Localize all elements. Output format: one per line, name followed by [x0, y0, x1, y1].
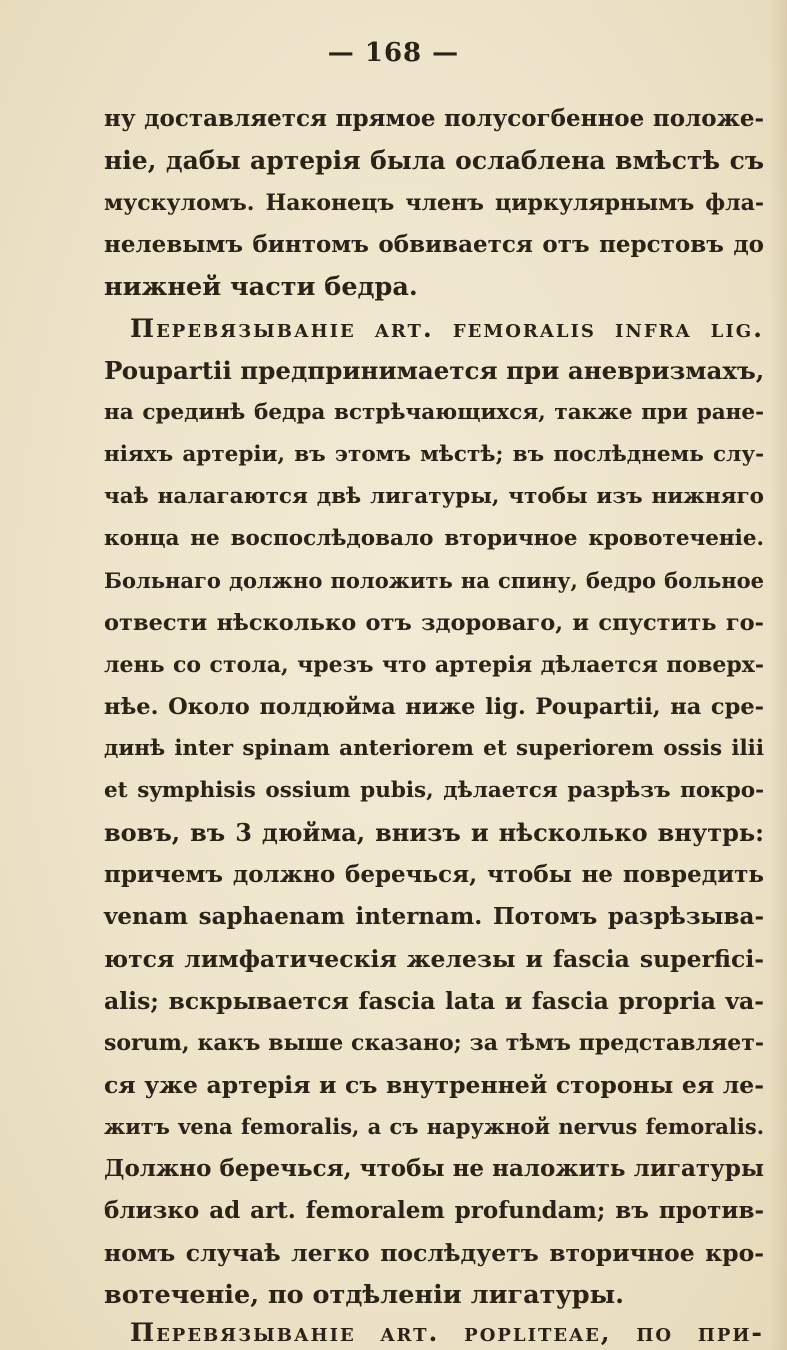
text-line-3: мускуломъ. Наконецъ членъ циркулярнымъ фла- — [104, 190, 764, 216]
page-number: — 168 — — [327, 38, 460, 68]
text-line-10: чаѣ налагаются двѣ лигатуры, чтобы изъ нижняго — [104, 484, 764, 509]
section-heading-poplitea: Перевязываніе art. popliteae, по при- — [130, 1318, 764, 1348]
text-line-21: ются лимфатическія железы и fascia superfici- — [104, 945, 764, 973]
text-line-15: нѣе. Около полдюйма ниже lig. Poupartii, на сре- — [104, 694, 764, 720]
text-line-8: на срединѣ бедра встрѣчающихся, также при ране- — [104, 400, 764, 425]
text-line-19: причемъ должно беречься, чтобы не повредить — [104, 861, 764, 888]
text-line-20: venam saphaenam internam. Потомъ разрѣзыва- — [104, 903, 764, 930]
text-line-24: ся уже артерія и съ внутренней стороны ея ле- — [104, 1071, 764, 1099]
text-line-5: нижней части бедра. — [104, 272, 418, 302]
text-line-27: близко ad art. femoralem profundam; въ против- — [104, 1197, 764, 1224]
text-line-1: ну доставляется прямое полусогбенное положе- — [104, 105, 764, 132]
text-line-25: житъ vena femoralis, а съ наружной nervus femoralis. — [104, 1114, 764, 1139]
text-line-29: вотеченіе, по отдѣленіи лигатуры. — [104, 1280, 625, 1310]
text-line-4: нелевымъ бинтомъ обвивается отъ перстовъ до — [104, 231, 764, 258]
text-line-18: вовъ, въ 3 дюйма, внизъ и нѣсколько внутрь: — [104, 818, 764, 847]
text-line-28: номъ случаѣ легко послѣдуетъ вторичное кро- — [104, 1239, 764, 1267]
text-line-9: ніяхъ артеріи, въ этомъ мѣстѣ; въ послѣднемь слу- — [104, 442, 764, 467]
text-line-26: Должно беречься, чтобы не наложить лигатуры — [104, 1155, 764, 1182]
text-line-22: alis; вскрывается fascia lata и fascia propria va- — [104, 987, 764, 1015]
text-line-2: ніе, дабы артерія была ослаблена вмѣстѣ съ — [104, 146, 764, 175]
text-line-16: динѣ inter spinam anteriorem et superiorem ossis ilii — [104, 736, 764, 761]
text-line-13: отвести нѣсколько отъ здороваго, и спустить го- — [104, 610, 764, 636]
text-line-12: Больнаго должно положить на спину, бедро больное — [104, 568, 764, 593]
text-line-11: конца не воспослѣдовало вторичное кровотеченіе. — [104, 526, 764, 551]
section-heading-femoralis: Перевязываніе art. femoralis infra lig. — [130, 314, 764, 344]
text-line-7: Poupartii предпринимается при аневризмахъ, — [104, 356, 765, 385]
page-edge-shadow — [769, 0, 787, 1350]
text-line-17: et symphisis ossium pubis, дѣлается разрѣзъ покро- — [104, 778, 764, 803]
text-line-23: sorum, какъ выше сказано; за тѣмъ представляет- — [104, 1030, 764, 1056]
text-line-14: лень со стола, чрезъ что артерія дѣлается поверх- — [104, 652, 764, 678]
